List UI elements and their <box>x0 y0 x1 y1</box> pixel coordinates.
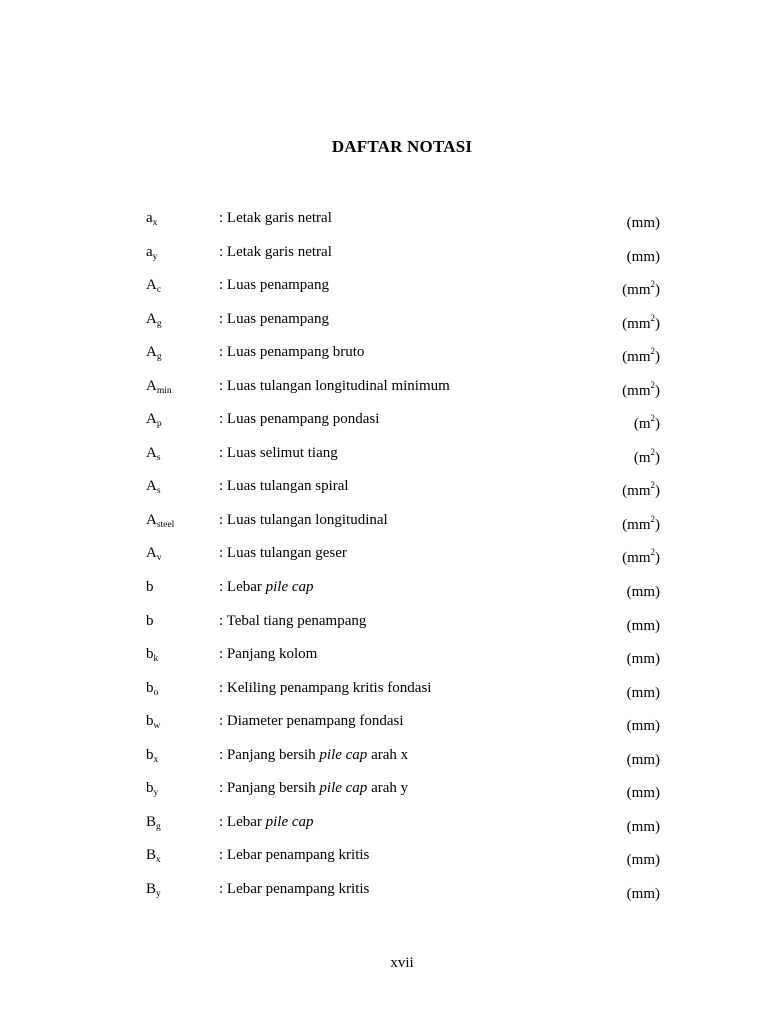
symbol-base: A <box>146 478 157 495</box>
symbol-base: B <box>146 813 157 830</box>
symbol-subscript: c <box>156 285 162 296</box>
notation-description <box>219 643 317 665</box>
symbol-subscript: min <box>156 385 172 396</box>
symbol-subscript: g <box>156 352 162 363</box>
notation-symbol <box>146 744 158 768</box>
description-text: : Luas penampang pondasi <box>219 411 380 428</box>
unit-text: (m <box>633 416 651 433</box>
unit-text: (mm <box>626 215 655 231</box>
unit-close: ) <box>655 718 660 735</box>
symbol-subscript: p <box>156 419 162 430</box>
notation-row <box>146 442 660 476</box>
description-text: : Panjang bersih <box>219 746 320 763</box>
notation-unit <box>627 744 660 771</box>
notation-row <box>146 677 660 711</box>
symbol-base: b <box>146 780 154 797</box>
description-text: : Luas tulangan geser <box>219 545 347 562</box>
notation-symbol <box>146 542 162 566</box>
page-number: xvii <box>390 955 414 971</box>
symbol-subscript: x <box>156 855 161 866</box>
notation-description <box>219 241 332 263</box>
description-text: : Letak garis netral <box>219 210 332 226</box>
unit-text: (mm <box>622 550 651 567</box>
notation-symbol <box>146 375 172 399</box>
notation-symbol <box>146 509 174 533</box>
unit-text: (mm <box>626 617 655 634</box>
unit-close: ) <box>655 248 660 265</box>
notation-symbol <box>146 408 162 432</box>
notation-unit <box>634 442 660 469</box>
notation-unit <box>627 777 660 804</box>
unit-text: (mm <box>622 315 651 332</box>
notation-symbol <box>146 677 158 701</box>
description-italic-term: pile cap <box>319 746 368 763</box>
notation-unit <box>622 375 660 402</box>
notation-description <box>219 878 369 900</box>
unit-text: (mm <box>622 483 651 500</box>
description-text-tail: arah x <box>367 746 409 763</box>
notation-row <box>146 878 660 912</box>
notation-unit <box>627 610 660 637</box>
symbol-subscript: y <box>156 888 161 899</box>
unit-text: (mm <box>626 751 655 768</box>
notation-unit <box>634 408 660 435</box>
symbol-base: A <box>146 377 157 394</box>
symbol-subscript: y <box>152 251 158 262</box>
notation-unit <box>627 811 660 838</box>
notation-unit <box>627 207 660 234</box>
unit-text: (mm <box>626 818 655 835</box>
notation-row <box>146 475 660 509</box>
notation-unit <box>622 509 660 536</box>
symbol-subscript: steel <box>156 519 175 530</box>
unit-close: ) <box>655 617 660 634</box>
unit-close: ) <box>655 818 660 835</box>
notation-list <box>146 207 660 911</box>
unit-close: ) <box>655 852 660 869</box>
description-text: : Diameter penampang fondasi <box>219 713 404 730</box>
description-text: : Tebal tiang penampang <box>219 612 367 629</box>
notation-description <box>219 576 314 598</box>
notation-description <box>219 677 431 699</box>
notation-row <box>146 643 660 677</box>
notation-unit <box>622 274 660 301</box>
description-text: : Keliling penampang kritis fondasi <box>219 679 432 696</box>
unit-close: ) <box>655 315 660 332</box>
symbol-base: A <box>146 545 157 562</box>
symbol-base: a <box>146 210 153 226</box>
unit-exponent: 2 <box>650 279 655 290</box>
unit-text: (mm <box>626 885 655 902</box>
notation-unit <box>627 844 660 871</box>
notation-symbol <box>146 878 161 902</box>
notation-symbol <box>146 811 161 835</box>
notation-unit <box>627 576 660 603</box>
symbol-subscript: w <box>153 721 161 732</box>
description-italic-term: pile cap <box>265 813 314 830</box>
notation-row <box>146 576 660 610</box>
symbol-base: b <box>146 612 154 629</box>
unit-exponent: 2 <box>650 480 655 491</box>
description-text: : Luas penampang bruto <box>219 344 365 361</box>
notation-description <box>219 777 408 799</box>
unit-exponent: 2 <box>650 547 655 558</box>
unit-text: (mm <box>622 516 651 533</box>
notation-description <box>219 274 329 296</box>
notation-row <box>146 610 660 644</box>
notation-row <box>146 777 660 811</box>
symbol-base: B <box>146 880 157 897</box>
description-text: : Lebar penampang kritis <box>219 847 370 864</box>
description-text: : Luas tulangan longitudinal <box>219 511 388 528</box>
symbol-subscript: x <box>153 754 159 765</box>
unit-close: ) <box>655 282 660 299</box>
symbol-base: A <box>146 344 157 361</box>
notation-row <box>146 375 660 409</box>
symbol-base: A <box>146 444 157 461</box>
notation-description <box>219 610 366 632</box>
notation-row <box>146 308 660 342</box>
notation-symbol <box>146 643 158 667</box>
unit-text: (mm <box>626 248 655 265</box>
unit-close: ) <box>655 684 660 701</box>
unit-close: ) <box>655 885 660 902</box>
notation-description <box>219 408 379 430</box>
symbol-base: b <box>146 646 154 663</box>
description-text: : Lebar <box>219 579 266 596</box>
description-text: : Letak garis netral <box>219 243 332 260</box>
description-text: : Lebar <box>219 813 266 830</box>
unit-close: ) <box>655 584 660 601</box>
unit-text: (mm <box>626 584 655 601</box>
symbol-base: B <box>146 847 157 864</box>
notation-symbol <box>146 475 161 499</box>
unit-exponent: 2 <box>650 413 655 424</box>
notation-row <box>146 241 660 275</box>
description-text: : Luas tulangan longitudinal minimum <box>219 377 450 394</box>
unit-text: (mm <box>622 382 651 399</box>
symbol-base: b <box>146 746 154 763</box>
unit-close: ) <box>655 751 660 768</box>
notation-description <box>219 811 314 833</box>
unit-text: (m <box>633 449 651 466</box>
notation-row <box>146 408 660 442</box>
notation-row <box>146 509 660 543</box>
symbol-subscript: g <box>156 318 162 329</box>
unit-text: (mm <box>622 349 651 366</box>
unit-text: (mm <box>622 282 651 299</box>
description-text: : Luas tulangan spiral <box>219 478 349 495</box>
description-italic-term: pile cap <box>265 579 314 596</box>
notation-unit <box>622 475 660 502</box>
notation-description <box>219 442 338 464</box>
notation-unit <box>622 308 660 335</box>
unit-close: ) <box>655 215 660 231</box>
notation-row <box>146 844 660 878</box>
description-text: : Panjang kolom <box>219 646 318 663</box>
notation-unit <box>627 710 660 737</box>
notation-symbol <box>146 610 154 634</box>
notation-symbol <box>146 308 162 332</box>
notation-symbol <box>146 274 161 298</box>
unit-close: ) <box>655 550 660 567</box>
unit-text: (mm <box>626 684 655 701</box>
notation-description <box>219 509 388 531</box>
description-italic-term: pile cap <box>319 780 368 797</box>
unit-close: ) <box>655 449 660 466</box>
notation-symbol <box>146 844 161 868</box>
notation-symbol <box>146 207 157 231</box>
notation-row <box>146 744 660 778</box>
description-text-tail: arah y <box>367 780 409 797</box>
symbol-subscript: k <box>153 654 159 665</box>
symbol-base: b <box>146 713 154 730</box>
notation-description <box>219 341 364 363</box>
notation-description <box>219 844 369 866</box>
symbol-subscript: v <box>156 553 162 564</box>
symbol-base: a <box>146 243 153 260</box>
unit-exponent: 2 <box>650 312 655 323</box>
notation-row <box>146 274 660 308</box>
unit-close: ) <box>655 516 660 533</box>
description-text: : Panjang bersih <box>219 780 320 797</box>
unit-exponent: 2 <box>650 446 655 457</box>
symbol-base: b <box>146 679 154 696</box>
description-text: : Luas selimut tiang <box>219 444 338 461</box>
notation-description <box>219 308 329 330</box>
notation-description <box>219 207 332 229</box>
notation-symbol <box>146 710 160 734</box>
notation-row <box>146 207 660 241</box>
notation-unit <box>627 677 660 704</box>
notation-description <box>219 542 347 564</box>
notation-symbol <box>146 442 161 466</box>
unit-close: ) <box>655 483 660 500</box>
unit-close: ) <box>655 785 660 802</box>
notation-row <box>146 710 660 744</box>
symbol-base: b <box>146 579 154 596</box>
symbol-subscript: o <box>153 687 159 698</box>
notation-row <box>146 811 660 845</box>
symbol-subscript: s <box>156 486 161 497</box>
unit-exponent: 2 <box>650 379 655 390</box>
symbol-base: A <box>146 411 157 428</box>
symbol-base: A <box>146 310 157 327</box>
unit-text: (mm <box>626 651 655 668</box>
notation-description <box>219 710 404 732</box>
symbol-base: A <box>146 511 157 528</box>
description-text: : Lebar penampang kritis <box>219 880 370 897</box>
unit-close: ) <box>655 382 660 399</box>
symbol-subscript: g <box>156 821 161 832</box>
notation-row <box>146 341 660 375</box>
description-text: : Luas penampang <box>219 277 329 294</box>
notation-row <box>146 542 660 576</box>
notation-unit <box>627 878 660 905</box>
notation-symbol <box>146 341 162 365</box>
page-title: DAFTAR NOTASI <box>331 137 473 156</box>
notation-description <box>219 375 450 397</box>
notation-unit <box>622 341 660 368</box>
unit-exponent: 2 <box>650 346 655 357</box>
notation-unit <box>622 542 660 569</box>
symbol-base: A <box>146 277 157 294</box>
unit-close: ) <box>655 349 660 366</box>
unit-close: ) <box>655 651 660 668</box>
notation-symbol <box>146 241 157 265</box>
notation-symbol <box>146 576 154 600</box>
notation-description <box>219 475 349 497</box>
unit-text: (mm <box>626 785 655 802</box>
unit-text: (mm <box>626 852 655 869</box>
symbol-subscript: y <box>153 788 159 799</box>
symbol-subscript: s <box>156 452 161 463</box>
notation-symbol <box>146 777 158 801</box>
notation-unit <box>627 241 660 268</box>
unit-exponent: 2 <box>650 513 655 524</box>
notation-unit <box>627 643 660 670</box>
notation-description <box>219 744 408 766</box>
unit-close: ) <box>655 416 660 433</box>
description-text: : Luas penampang <box>219 310 329 327</box>
unit-text: (mm <box>626 718 655 735</box>
symbol-subscript: x <box>152 218 158 228</box>
